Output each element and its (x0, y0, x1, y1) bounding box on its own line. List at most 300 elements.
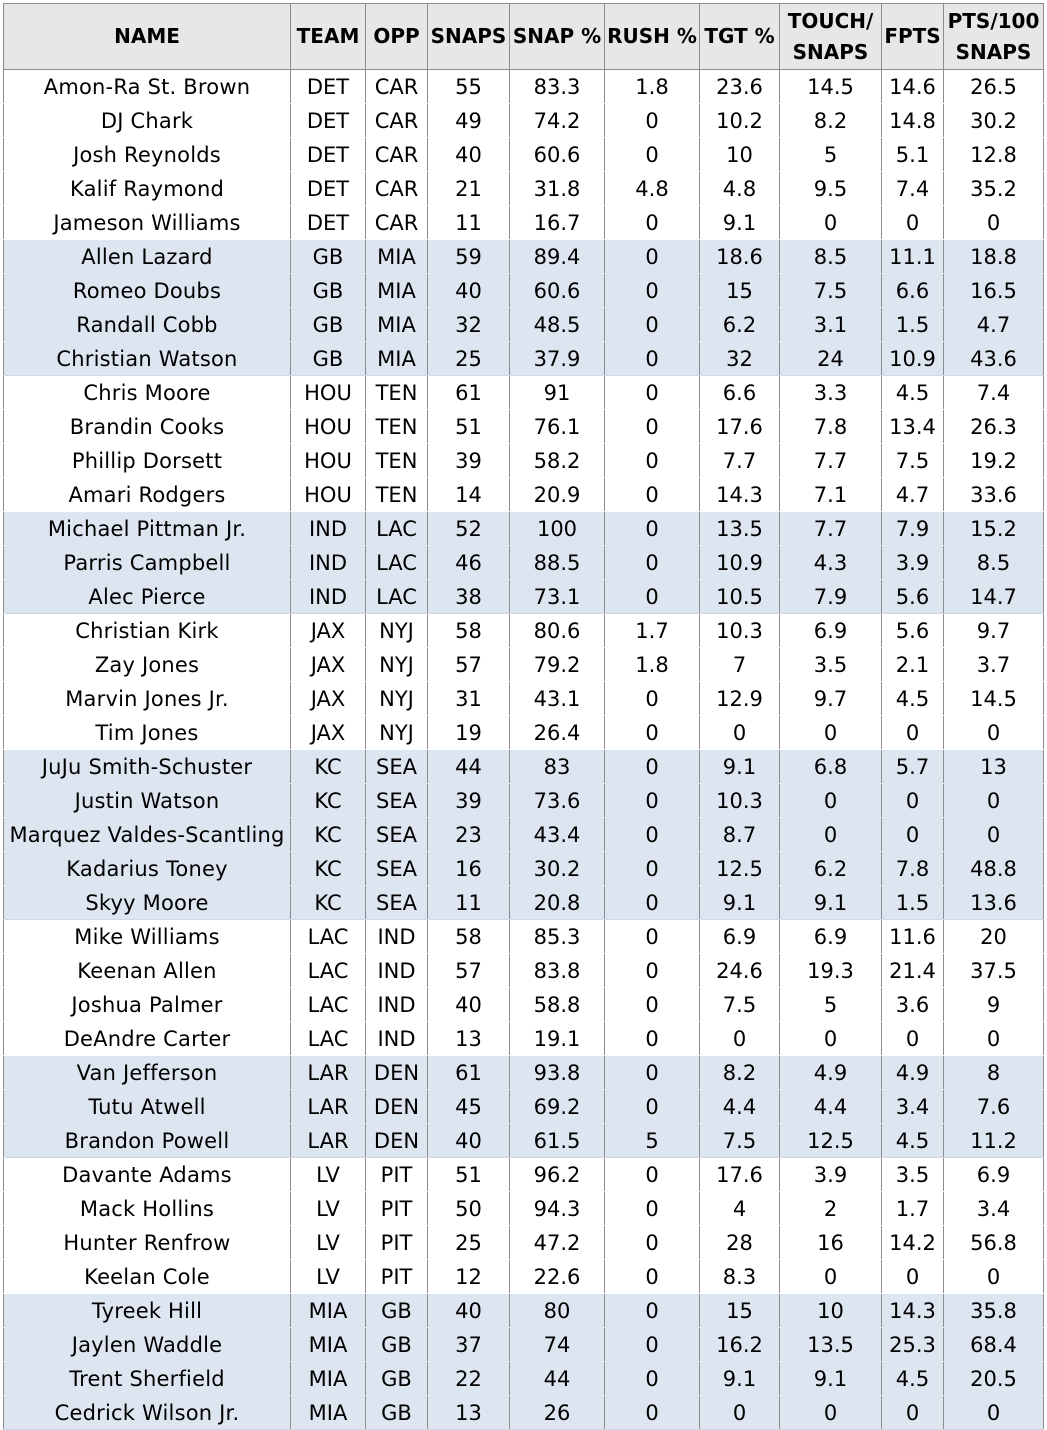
cell-tgt-pct: 18.6 (700, 240, 780, 274)
cell-snap-pct: 26.4 (510, 716, 605, 750)
cell-touch-per-snaps: 4.4 (780, 1090, 882, 1124)
header-snaps: SNAPS (428, 4, 510, 70)
table-row (4, 1396, 1044, 1430)
cell-pts-per-100: 13 (944, 750, 1044, 784)
cell-fpts: 5.6 (882, 580, 944, 614)
cell-opp: NYJ (366, 614, 428, 648)
cell-team: KC (291, 750, 366, 784)
table-row (4, 206, 1044, 240)
cell-opp: NYJ (366, 716, 428, 750)
table-row (4, 342, 1044, 376)
cell-name: Randall Cobb (4, 308, 291, 342)
table-row (4, 750, 1044, 784)
cell-snaps: 58 (428, 614, 510, 648)
cell-tgt-pct: 6.2 (700, 308, 780, 342)
cell-name: Kalif Raymond (4, 172, 291, 206)
cell-touch-per-snaps: 10 (780, 1294, 882, 1328)
cell-opp: PIT (366, 1158, 428, 1192)
cell-tgt-pct: 9.1 (700, 1362, 780, 1396)
cell-name: Romeo Doubs (4, 274, 291, 308)
cell-snaps: 16 (428, 852, 510, 886)
cell-snap-pct: 16.7 (510, 206, 605, 240)
header-tgt-pct: TGT % (700, 4, 780, 70)
cell-snaps: 31 (428, 682, 510, 716)
table-row (4, 104, 1044, 138)
cell-snap-pct: 61.5 (510, 1124, 605, 1158)
cell-rush-pct: 0 (605, 750, 700, 784)
cell-snaps: 51 (428, 1158, 510, 1192)
cell-team: LAC (291, 988, 366, 1022)
cell-pts-per-100: 8.5 (944, 546, 1044, 580)
table-row (4, 172, 1044, 206)
cell-tgt-pct: 6.6 (700, 376, 780, 410)
cell-pts-per-100: 20 (944, 920, 1044, 954)
cell-tgt-pct: 16.2 (700, 1328, 780, 1362)
cell-team: LAC (291, 1022, 366, 1056)
cell-name: Mack Hollins (4, 1192, 291, 1226)
cell-touch-per-snaps: 0 (780, 1022, 882, 1056)
cell-pts-per-100: 12.8 (944, 138, 1044, 172)
cell-team: LV (291, 1226, 366, 1260)
cell-rush-pct: 0 (605, 274, 700, 308)
table-row (4, 920, 1044, 954)
cell-name: DeAndre Carter (4, 1022, 291, 1056)
cell-opp: GB (366, 1328, 428, 1362)
table-row (4, 818, 1044, 852)
header-row (4, 4, 1044, 70)
table-row (4, 410, 1044, 444)
cell-rush-pct: 1.7 (605, 614, 700, 648)
cell-snaps: 11 (428, 206, 510, 240)
cell-team: GB (291, 274, 366, 308)
header-pts-line1: PTS/100 (947, 8, 1040, 33)
table-row (4, 308, 1044, 342)
cell-fpts: 4.7 (882, 478, 944, 512)
cell-fpts: 4.5 (882, 682, 944, 716)
cell-fpts: 4.9 (882, 1056, 944, 1090)
table-row (4, 1226, 1044, 1260)
table-row (4, 478, 1044, 512)
cell-snaps: 14 (428, 478, 510, 512)
cell-touch-per-snaps: 7.7 (780, 444, 882, 478)
cell-snap-pct: 74.2 (510, 104, 605, 138)
table-row (4, 1056, 1044, 1090)
cell-fpts: 4.5 (882, 1362, 944, 1396)
cell-opp: MIA (366, 274, 428, 308)
table-row (4, 954, 1044, 988)
cell-snap-pct: 58.2 (510, 444, 605, 478)
cell-team: LV (291, 1192, 366, 1226)
cell-snaps: 57 (428, 648, 510, 682)
cell-tgt-pct: 9.1 (700, 750, 780, 784)
cell-fpts: 13.4 (882, 410, 944, 444)
cell-rush-pct: 4.8 (605, 172, 700, 206)
cell-name: Tyreek Hill (4, 1294, 291, 1328)
cell-name: Parris Campbell (4, 546, 291, 580)
table-row (4, 1022, 1044, 1056)
cell-rush-pct: 0 (605, 818, 700, 852)
cell-name: Jaylen Waddle (4, 1328, 291, 1362)
table-row (4, 444, 1044, 478)
cell-pts-per-100: 26.3 (944, 410, 1044, 444)
cell-rush-pct: 0 (605, 580, 700, 614)
cell-fpts: 11.1 (882, 240, 944, 274)
cell-fpts: 6.6 (882, 274, 944, 308)
cell-opp: GB (366, 1294, 428, 1328)
cell-touch-per-snaps: 9.5 (780, 172, 882, 206)
cell-opp: SEA (366, 886, 428, 920)
cell-touch-per-snaps: 8.5 (780, 240, 882, 274)
cell-touch-per-snaps: 0 (780, 1396, 882, 1430)
cell-snaps: 13 (428, 1396, 510, 1430)
cell-pts-per-100: 9 (944, 988, 1044, 1022)
cell-touch-per-snaps: 7.5 (780, 274, 882, 308)
cell-name: Marquez Valdes-Scantling (4, 818, 291, 852)
cell-touch-per-snaps: 13.5 (780, 1328, 882, 1362)
cell-rush-pct: 0 (605, 716, 700, 750)
cell-pts-per-100: 0 (944, 818, 1044, 852)
cell-name: Brandon Powell (4, 1124, 291, 1158)
cell-snaps: 13 (428, 1022, 510, 1056)
cell-team: IND (291, 580, 366, 614)
cell-name: Christian Kirk (4, 614, 291, 648)
cell-tgt-pct: 15 (700, 274, 780, 308)
cell-touch-per-snaps: 5 (780, 138, 882, 172)
cell-snaps: 39 (428, 784, 510, 818)
cell-name: Zay Jones (4, 648, 291, 682)
cell-snap-pct: 93.8 (510, 1056, 605, 1090)
cell-fpts: 7.9 (882, 512, 944, 546)
cell-touch-per-snaps: 3.9 (780, 1158, 882, 1192)
cell-team: KC (291, 886, 366, 920)
cell-tgt-pct: 7.7 (700, 444, 780, 478)
table-row (4, 682, 1044, 716)
table-row (4, 580, 1044, 614)
cell-rush-pct: 0 (605, 546, 700, 580)
cell-fpts: 2.1 (882, 648, 944, 682)
cell-fpts: 25.3 (882, 1328, 944, 1362)
cell-tgt-pct: 0 (700, 1396, 780, 1430)
cell-snap-pct: 80 (510, 1294, 605, 1328)
cell-snaps: 40 (428, 138, 510, 172)
cell-rush-pct: 0 (605, 784, 700, 818)
cell-team: KC (291, 852, 366, 886)
cell-team: HOU (291, 376, 366, 410)
cell-snaps: 25 (428, 1226, 510, 1260)
cell-rush-pct: 0 (605, 1192, 700, 1226)
cell-tgt-pct: 8.7 (700, 818, 780, 852)
cell-rush-pct: 0 (605, 478, 700, 512)
table-body (4, 70, 1044, 1430)
cell-opp: TEN (366, 410, 428, 444)
cell-team: LV (291, 1260, 366, 1294)
cell-team: DET (291, 206, 366, 240)
cell-fpts: 4.5 (882, 1124, 944, 1158)
cell-pts-per-100: 18.8 (944, 240, 1044, 274)
table-row (4, 784, 1044, 818)
table-row (4, 648, 1044, 682)
cell-rush-pct: 0 (605, 1056, 700, 1090)
cell-tgt-pct: 7 (700, 648, 780, 682)
cell-pts-per-100: 33.6 (944, 478, 1044, 512)
cell-pts-per-100: 11.2 (944, 1124, 1044, 1158)
cell-snap-pct: 88.5 (510, 546, 605, 580)
cell-fpts: 5.6 (882, 614, 944, 648)
cell-name: Brandin Cooks (4, 410, 291, 444)
cell-touch-per-snaps: 7.1 (780, 478, 882, 512)
cell-snaps: 49 (428, 104, 510, 138)
cell-tgt-pct: 23.6 (700, 70, 780, 104)
cell-team: JAX (291, 716, 366, 750)
cell-name: Amari Rodgers (4, 478, 291, 512)
cell-snap-pct: 60.6 (510, 138, 605, 172)
header-pts-per-100 (944, 4, 1044, 70)
cell-name: Justin Watson (4, 784, 291, 818)
cell-name: JuJu Smith-Schuster (4, 750, 291, 784)
cell-tgt-pct: 9.1 (700, 886, 780, 920)
cell-fpts: 0 (882, 818, 944, 852)
cell-snaps: 40 (428, 1124, 510, 1158)
cell-snap-pct: 79.2 (510, 648, 605, 682)
cell-snaps: 50 (428, 1192, 510, 1226)
cell-snap-pct: 76.1 (510, 410, 605, 444)
cell-opp: LAC (366, 546, 428, 580)
cell-pts-per-100: 7.6 (944, 1090, 1044, 1124)
cell-tgt-pct: 10.5 (700, 580, 780, 614)
cell-fpts: 4.5 (882, 376, 944, 410)
cell-snaps: 12 (428, 1260, 510, 1294)
cell-touch-per-snaps: 0 (780, 784, 882, 818)
header-fpts: FPTS (882, 4, 944, 70)
cell-name: Alec Pierce (4, 580, 291, 614)
cell-rush-pct: 0 (605, 512, 700, 546)
cell-pts-per-100: 0 (944, 1260, 1044, 1294)
cell-fpts: 3.5 (882, 1158, 944, 1192)
cell-snaps: 32 (428, 308, 510, 342)
cell-team: JAX (291, 614, 366, 648)
cell-rush-pct: 0 (605, 308, 700, 342)
cell-pts-per-100: 3.7 (944, 648, 1044, 682)
cell-touch-per-snaps: 7.8 (780, 410, 882, 444)
cell-rush-pct: 0 (605, 1396, 700, 1430)
cell-opp: SEA (366, 852, 428, 886)
cell-fpts: 10.9 (882, 342, 944, 376)
table-row (4, 138, 1044, 172)
cell-rush-pct: 0 (605, 682, 700, 716)
cell-snap-pct: 85.3 (510, 920, 605, 954)
cell-opp: TEN (366, 478, 428, 512)
cell-touch-per-snaps: 6.9 (780, 920, 882, 954)
cell-snaps: 38 (428, 580, 510, 614)
cell-team: GB (291, 308, 366, 342)
cell-tgt-pct: 24.6 (700, 954, 780, 988)
cell-opp: SEA (366, 750, 428, 784)
cell-touch-per-snaps: 14.5 (780, 70, 882, 104)
cell-team: JAX (291, 648, 366, 682)
cell-fpts: 0 (882, 1022, 944, 1056)
table-row (4, 1090, 1044, 1124)
table-row (4, 512, 1044, 546)
cell-fpts: 0 (882, 716, 944, 750)
cell-snaps: 55 (428, 70, 510, 104)
cell-rush-pct: 0 (605, 852, 700, 886)
cell-opp: CAR (366, 104, 428, 138)
cell-touch-per-snaps: 0 (780, 1260, 882, 1294)
cell-team: HOU (291, 444, 366, 478)
cell-opp: NYJ (366, 648, 428, 682)
cell-opp: MIA (366, 240, 428, 274)
cell-fpts: 14.8 (882, 104, 944, 138)
cell-snap-pct: 83 (510, 750, 605, 784)
cell-name: Keelan Cole (4, 1260, 291, 1294)
cell-team: HOU (291, 478, 366, 512)
cell-rush-pct: 0 (605, 240, 700, 274)
header-opp: OPP (366, 4, 428, 70)
cell-snaps: 51 (428, 410, 510, 444)
cell-tgt-pct: 10 (700, 138, 780, 172)
cell-rush-pct: 0 (605, 1226, 700, 1260)
cell-pts-per-100: 8 (944, 1056, 1044, 1090)
table-row (4, 376, 1044, 410)
cell-rush-pct: 0 (605, 1158, 700, 1192)
table-row (4, 240, 1044, 274)
cell-snaps: 11 (428, 886, 510, 920)
cell-touch-per-snaps: 0 (780, 206, 882, 240)
cell-team: DET (291, 104, 366, 138)
cell-team: MIA (291, 1362, 366, 1396)
cell-team: JAX (291, 682, 366, 716)
cell-opp: SEA (366, 818, 428, 852)
cell-pts-per-100: 4.7 (944, 308, 1044, 342)
cell-opp: LAC (366, 512, 428, 546)
cell-rush-pct: 0 (605, 410, 700, 444)
cell-fpts: 11.6 (882, 920, 944, 954)
cell-tgt-pct: 10.3 (700, 614, 780, 648)
cell-team: LV (291, 1158, 366, 1192)
cell-rush-pct: 0 (605, 138, 700, 172)
cell-name: Allen Lazard (4, 240, 291, 274)
cell-name: Josh Reynolds (4, 138, 291, 172)
cell-snap-pct: 37.9 (510, 342, 605, 376)
cell-tgt-pct: 0 (700, 1022, 780, 1056)
header-team: TEAM (291, 4, 366, 70)
cell-rush-pct: 0 (605, 206, 700, 240)
table-row (4, 852, 1044, 886)
cell-snaps: 23 (428, 818, 510, 852)
cell-pts-per-100: 0 (944, 206, 1044, 240)
cell-snap-pct: 43.4 (510, 818, 605, 852)
cell-tgt-pct: 4 (700, 1192, 780, 1226)
cell-name: Tutu Atwell (4, 1090, 291, 1124)
cell-snaps: 52 (428, 512, 510, 546)
cell-name: Joshua Palmer (4, 988, 291, 1022)
cell-team: LAR (291, 1090, 366, 1124)
header-rush-pct: RUSH % (605, 4, 700, 70)
cell-pts-per-100: 14.7 (944, 580, 1044, 614)
cell-fpts: 7.8 (882, 852, 944, 886)
cell-snap-pct: 73.6 (510, 784, 605, 818)
cell-snap-pct: 89.4 (510, 240, 605, 274)
cell-snaps: 40 (428, 988, 510, 1022)
cell-team: MIA (291, 1294, 366, 1328)
cell-opp: DEN (366, 1056, 428, 1090)
cell-team: LAR (291, 1056, 366, 1090)
cell-rush-pct: 1.8 (605, 70, 700, 104)
cell-pts-per-100: 56.8 (944, 1226, 1044, 1260)
cell-fpts: 1.5 (882, 308, 944, 342)
cell-pts-per-100: 68.4 (944, 1328, 1044, 1362)
cell-snap-pct: 22.6 (510, 1260, 605, 1294)
table-row (4, 614, 1044, 648)
cell-snaps: 46 (428, 546, 510, 580)
cell-touch-per-snaps: 16 (780, 1226, 882, 1260)
table-row (4, 886, 1044, 920)
cell-opp: CAR (366, 70, 428, 104)
cell-fpts: 1.5 (882, 886, 944, 920)
cell-opp: GB (366, 1396, 428, 1430)
cell-tgt-pct: 4.8 (700, 172, 780, 206)
cell-snaps: 57 (428, 954, 510, 988)
cell-snaps: 21 (428, 172, 510, 206)
cell-pts-per-100: 9.7 (944, 614, 1044, 648)
cell-snap-pct: 30.2 (510, 852, 605, 886)
cell-team: IND (291, 546, 366, 580)
cell-touch-per-snaps: 9.1 (780, 886, 882, 920)
cell-pts-per-100: 0 (944, 716, 1044, 750)
cell-snaps: 45 (428, 1090, 510, 1124)
cell-fpts: 1.7 (882, 1192, 944, 1226)
table-row (4, 1294, 1044, 1328)
cell-pts-per-100: 35.2 (944, 172, 1044, 206)
cell-opp: CAR (366, 138, 428, 172)
cell-name: Phillip Dorsett (4, 444, 291, 478)
cell-tgt-pct: 10.2 (700, 104, 780, 138)
cell-tgt-pct: 28 (700, 1226, 780, 1260)
cell-rush-pct: 0 (605, 1294, 700, 1328)
cell-touch-per-snaps: 4.3 (780, 546, 882, 580)
cell-name: Amon-Ra St. Brown (4, 70, 291, 104)
header-touch-line2: SNAPS (792, 39, 869, 64)
cell-team: IND (291, 512, 366, 546)
cell-tgt-pct: 12.5 (700, 852, 780, 886)
cell-team: GB (291, 342, 366, 376)
cell-fpts: 5.7 (882, 750, 944, 784)
cell-snap-pct: 58.8 (510, 988, 605, 1022)
cell-rush-pct: 0 (605, 376, 700, 410)
cell-snaps: 22 (428, 1362, 510, 1396)
cell-touch-per-snaps: 6.8 (780, 750, 882, 784)
cell-tgt-pct: 10.3 (700, 784, 780, 818)
cell-tgt-pct: 32 (700, 342, 780, 376)
cell-opp: IND (366, 1022, 428, 1056)
cell-rush-pct: 1.8 (605, 648, 700, 682)
cell-snaps: 61 (428, 376, 510, 410)
table-row (4, 1124, 1044, 1158)
cell-fpts: 0 (882, 206, 944, 240)
cell-opp: SEA (366, 784, 428, 818)
cell-touch-per-snaps: 7.7 (780, 512, 882, 546)
cell-touch-per-snaps: 12.5 (780, 1124, 882, 1158)
cell-pts-per-100: 0 (944, 1396, 1044, 1430)
cell-snaps: 58 (428, 920, 510, 954)
cell-opp: IND (366, 988, 428, 1022)
cell-snap-pct: 94.3 (510, 1192, 605, 1226)
cell-name: DJ Chark (4, 104, 291, 138)
cell-opp: GB (366, 1362, 428, 1396)
cell-team: MIA (291, 1328, 366, 1362)
cell-pts-per-100: 19.2 (944, 444, 1044, 478)
cell-opp: DEN (366, 1124, 428, 1158)
